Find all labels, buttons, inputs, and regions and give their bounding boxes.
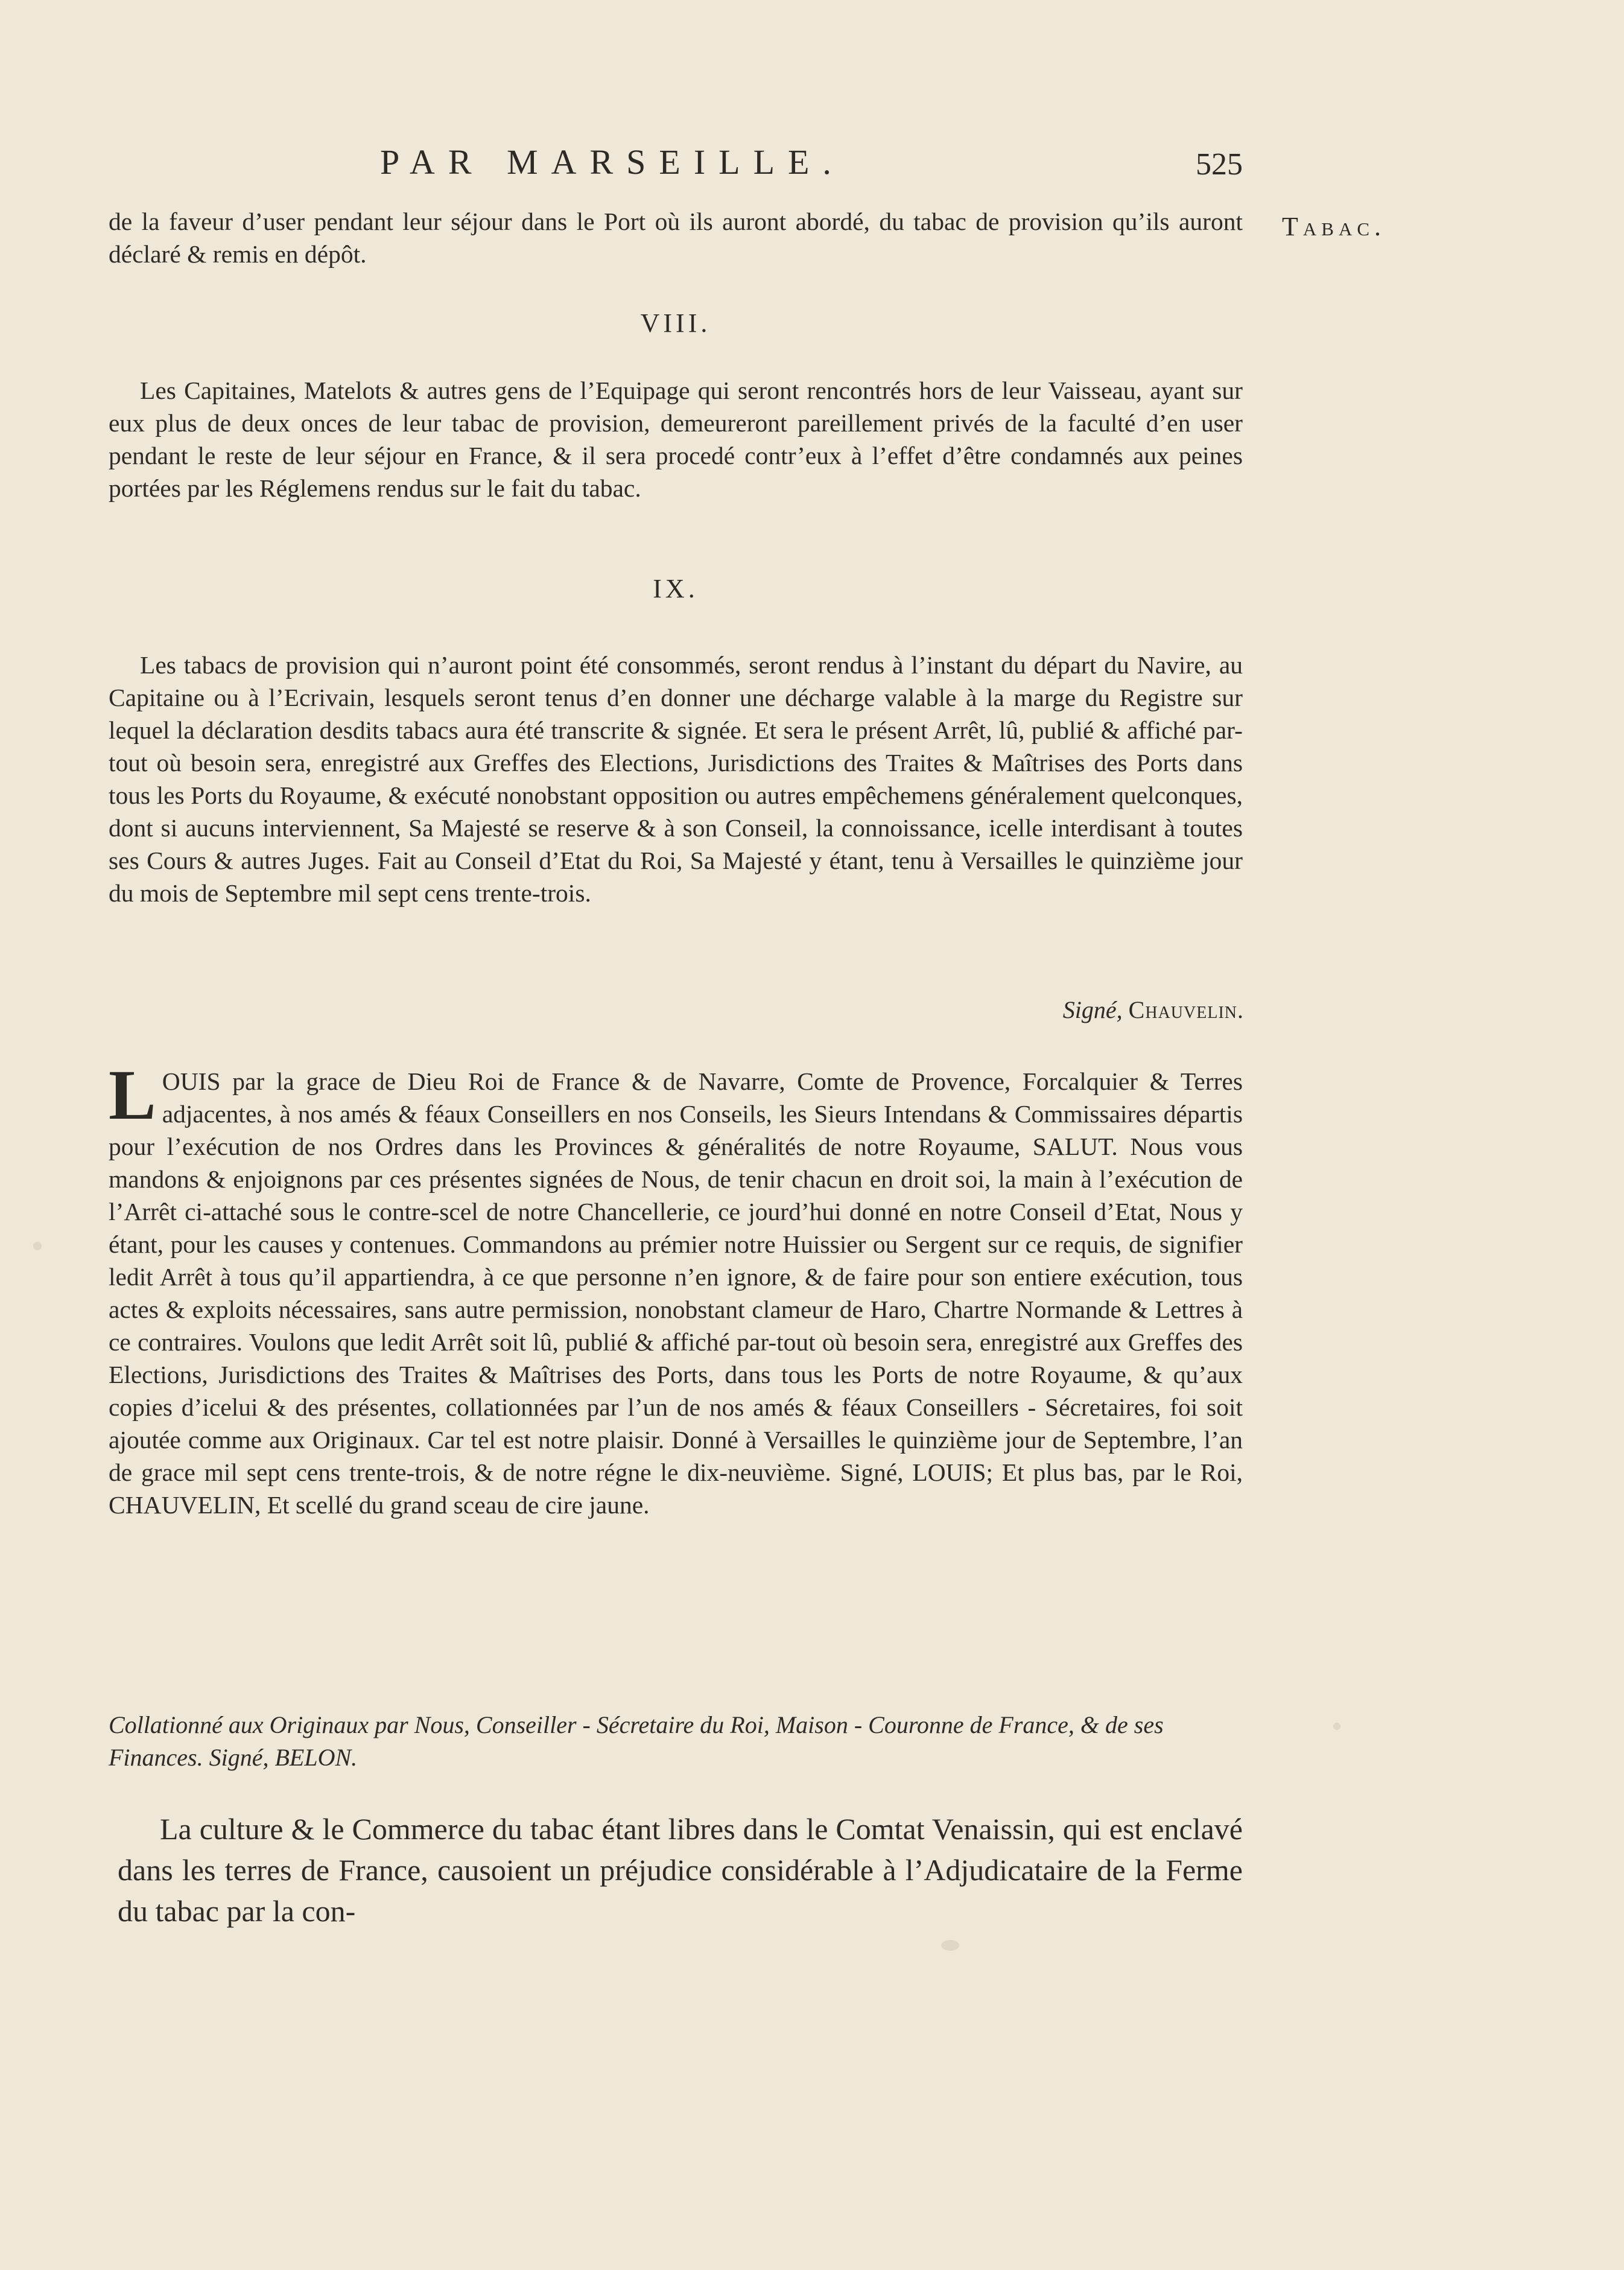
closing-paragraph: La culture & le Commerce du tabac étant libres dans le Comtat Venaissin, qui est enclavé dans les terres de France, causoient un préjudice considérable à l’Adjudicataire de la Ferme du tabac par la con- (118, 1812, 1243, 1928)
letters-patent-paragraph (109, 1055, 1243, 1521)
signature-line (1063, 996, 1244, 1024)
paper-stain (1333, 1723, 1340, 1730)
collation-note: Collationné aux Originaux par Nous, Conseiller - Sécretaire du Roi, Maison - Couronne de France, & de ses Finances. Signé, BELON. (109, 1711, 1164, 1771)
article-viii-heading: VIII. (640, 308, 711, 338)
page-number: 525 (1196, 147, 1243, 182)
letters-patent-text: OUIS par la grace de Dieu Roi de France & de Navarre, Comte de Provence, Forcalquier & Terres adjacentes, à nos amés & féaux Conseillers en nos Conseils, les Sieurs Intendans & Commissaires départis pour l’exécution de nos Ordres dans les Provinces & généralités de notre Royaume, SALUT. Nous vous mandons & enjoignons par ces présentes signées de Nous, de tenir chacun en droit soi, la main à l’exécution de l’Arrêt ci-attaché sous le contre-scel de notre Chancellerie, ce jourd’hui donné en notre Conseil d’Etat, Nous y étant, pour les causes y contenues. Commandons au prémier notre Huissier ou Sergent sur ce requis, de signifier ledit Arrêt à tous qu’il appartiendra, à ce que personne n’en ignore, & de faire pour son entiere exécution, tous actes & exploits nécessaires, sans autre permission, nonobstant clameur de Haro, Chartre Normande & Lettres à ce contraires. Voulons que ledit Arrêt soit lû, publié & affiché par-tout où besoin sera, enregistré aux Greffes des Elections, Jurisdictions des Traites & Maîtrises des Ports, dans tous les Ports de notre Royaume, & qu’aux copies d’icelui & des présentes, collationnées par l’un de nos amés & féaux Conseillers - Sécretaires, foi soit ajoutée comme aux Originaux. Car tel est notre plaisir. Donné à Versailles le quinzième jour de Septembre, l’an de grace mil sept cens trente-trois, & de notre régne le dix-neuvième. Signé, LOUIS; Et plus bas, par le Roi, CHAUVELIN, Et scellé du grand sceau de cire jaune. (109, 1067, 1243, 1519)
article-viii-paragraph: Les Capitaines, Matelots & autres gens de l’Equipage qui seront rencontrés hors de leur Vaisseau, ayant sur eux plus de deux onces de leur tabac de provision, demeureront pareillement privés de la faculté d’en user pendant le reste de leur séjour en France, & il sera procedé contr’eux à l’effet d’être condamnés aux peines portées par les Réglemens rendus sur le fait du tabac. (109, 377, 1243, 502)
margin-note: Tabac. (1282, 212, 1386, 241)
page-header (109, 142, 1243, 190)
article-ix-heading: IX. (653, 574, 699, 603)
paper-stain (33, 1242, 42, 1250)
article-ix-paragraph: Les tabacs de provision qui n’auront point été consommés, seront rendus à l’instant du départ du Navire, au Capitaine ou à l’Ecrivain, lesquels seront tenus d’en donner une décharge valable à la marge du Registre sur lequel la déclaration desdits tabacs aura été transcrite & signée. Et sera le présent Arrêt, lû, publié & affiché par-tout où besoin sera, enregistré aux Greffes des Elections, Jurisdictions des Traites & Maîtrises des Ports dans tous les Ports du Royaume, & exécuté nonobstant opposition ou autres empêchemens généralement quelconques, dont si aucuns interviennent, Sa Majesté se reserve & à son Conseil, la connoissance, icelle interdisant à toutes ses Cours & autres Juges. Fait au Conseil d’Etat du Roi, Sa Majesté y étant, tenu à Versailles le quinzième jour du mois de Septembre mil sept cens trente-trois. (109, 651, 1243, 907)
continuation-paragraph: de la faveur d’user pendant leur séjour dans le Port où ils auront abordé, du tabac de provision qu’ils auront déclaré & remis en dépôt. (109, 208, 1243, 268)
paper-stain (941, 1940, 959, 1951)
drop-cap: L (109, 1055, 156, 1134)
running-title: PAR MARSEILLE. (380, 142, 845, 182)
signed-name: Chauvelin. (1128, 996, 1244, 1023)
signed-label: Signé, (1062, 996, 1123, 1023)
